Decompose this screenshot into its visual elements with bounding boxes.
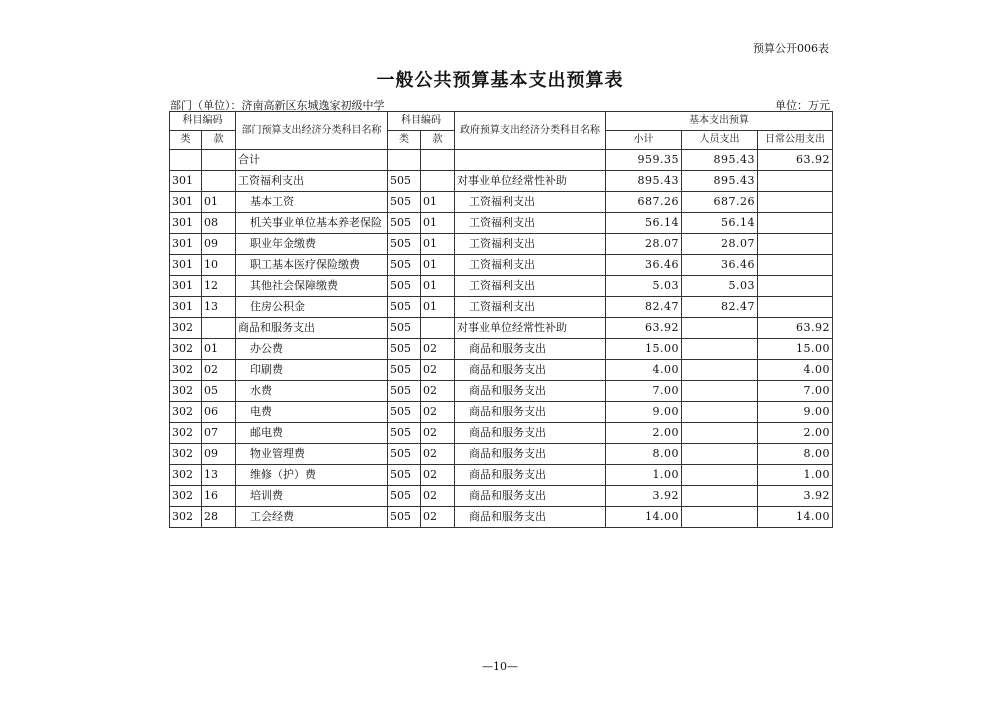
lei-header: 类 xyxy=(170,131,202,150)
cell-dept-name: 职工基本医疗保险缴费 xyxy=(236,255,388,276)
table-row xyxy=(170,234,833,255)
cell-dept-name: 邮电费 xyxy=(236,423,388,444)
table-row xyxy=(170,213,833,234)
cell-class: 302 xyxy=(170,402,202,423)
cell-dept-name: 住房公积金 xyxy=(236,297,388,318)
table-row xyxy=(170,318,833,339)
cell-dept-name: 物业管理费 xyxy=(236,444,388,465)
cell-dept-name: 维修（护）费 xyxy=(236,465,388,486)
table-row xyxy=(170,486,833,507)
cell-dept-name: 合计 xyxy=(236,150,388,171)
cell-gov-name: 工资福利支出 xyxy=(455,297,606,318)
cell-gov-section: 02 xyxy=(421,486,455,507)
cell-section: 01 xyxy=(202,339,236,360)
cell-gov-class: 505 xyxy=(388,213,421,234)
page-title: 一般公共预算基本支出预算表 xyxy=(376,70,624,91)
cell-personnel xyxy=(682,423,758,444)
cell-personnel: 895.43 xyxy=(682,150,758,171)
cell-public: 9.00 xyxy=(758,402,833,423)
cell-gov-name: 商品和服务支出 xyxy=(455,465,606,486)
table-row xyxy=(170,297,833,318)
cell-gov-class: 505 xyxy=(388,255,421,276)
cell-gov-class: 505 xyxy=(388,486,421,507)
cell-gov-name xyxy=(455,150,606,171)
gov-lei-header: 类 xyxy=(388,131,421,150)
cell-dept-name: 工资福利支出 xyxy=(236,171,388,192)
cell-dept-name: 商品和服务支出 xyxy=(236,318,388,339)
cell-subtotal: 4.00 xyxy=(606,360,682,381)
cell-public: 14.00 xyxy=(758,507,833,528)
cell-personnel xyxy=(682,402,758,423)
cell-public: 63.92 xyxy=(758,150,833,171)
gov-kuan-header: 款 xyxy=(421,131,455,150)
table-row xyxy=(170,444,833,465)
cell-gov-section: 02 xyxy=(421,507,455,528)
cell-public: 1.00 xyxy=(758,465,833,486)
subject-code-header: 科目编码 xyxy=(170,112,236,131)
cell-subtotal: 7.00 xyxy=(606,381,682,402)
cell-public xyxy=(758,213,833,234)
cell-class: 301 xyxy=(170,297,202,318)
cell-public: 2.00 xyxy=(758,423,833,444)
cell-public: 4.00 xyxy=(758,360,833,381)
cell-gov-name: 工资福利支出 xyxy=(455,213,606,234)
cell-class: 302 xyxy=(170,465,202,486)
cell-class: 302 xyxy=(170,360,202,381)
cell-gov-name: 对事业单位经常性补助 xyxy=(455,318,606,339)
cell-gov-class: 505 xyxy=(388,465,421,486)
table-row xyxy=(170,360,833,381)
cell-class: 301 xyxy=(170,171,202,192)
cell-section: 05 xyxy=(202,381,236,402)
cell-public: 7.00 xyxy=(758,381,833,402)
cell-subtotal: 5.03 xyxy=(606,276,682,297)
table-row xyxy=(170,402,833,423)
cell-public xyxy=(758,234,833,255)
cell-gov-class: 505 xyxy=(388,423,421,444)
cell-gov-class: 505 xyxy=(388,339,421,360)
cell-gov-name: 商品和服务支出 xyxy=(455,444,606,465)
cell-gov-class: 505 xyxy=(388,444,421,465)
cell-gov-name: 工资福利支出 xyxy=(455,276,606,297)
cell-subtotal: 28.07 xyxy=(606,234,682,255)
cell-section: 08 xyxy=(202,213,236,234)
cell-section: 09 xyxy=(202,234,236,255)
cell-section: 12 xyxy=(202,276,236,297)
cell-class: 302 xyxy=(170,444,202,465)
cell-gov-name: 商品和服务支出 xyxy=(455,423,606,444)
cell-gov-section: 02 xyxy=(421,444,455,465)
budget-table xyxy=(169,111,833,528)
cell-gov-section: 02 xyxy=(421,339,455,360)
cell-gov-class: 505 xyxy=(388,234,421,255)
table-row xyxy=(170,423,833,444)
cell-personnel xyxy=(682,339,758,360)
cell-gov-name: 商品和服务支出 xyxy=(455,402,606,423)
cell-gov-name: 商品和服务支出 xyxy=(455,339,606,360)
cell-gov-section xyxy=(421,318,455,339)
cell-dept-name: 基本工资 xyxy=(236,192,388,213)
cell-gov-name: 对事业单位经常性补助 xyxy=(455,171,606,192)
cell-gov-section xyxy=(421,171,455,192)
cell-personnel: 82.47 xyxy=(682,297,758,318)
cell-section xyxy=(202,171,236,192)
cell-class: 302 xyxy=(170,381,202,402)
cell-gov-section: 02 xyxy=(421,402,455,423)
cell-subtotal: 36.46 xyxy=(606,255,682,276)
cell-dept-name: 电费 xyxy=(236,402,388,423)
cell-personnel: 5.03 xyxy=(682,276,758,297)
cell-gov-name: 工资福利支出 xyxy=(455,192,606,213)
cell-class xyxy=(170,150,202,171)
cell-gov-name: 商品和服务支出 xyxy=(455,360,606,381)
cell-section xyxy=(202,318,236,339)
cell-gov-class: 505 xyxy=(388,192,421,213)
cell-subtotal: 687.26 xyxy=(606,192,682,213)
cell-personnel xyxy=(682,360,758,381)
cell-subtotal: 3.92 xyxy=(606,486,682,507)
unit-label: 单位：万元 xyxy=(775,99,830,112)
cell-section: 28 xyxy=(202,507,236,528)
cell-section: 02 xyxy=(202,360,236,381)
cell-subtotal: 14.00 xyxy=(606,507,682,528)
cell-gov-section: 02 xyxy=(421,381,455,402)
gov-name-header: 政府预算支出经济分类科目名称 xyxy=(455,112,606,150)
cell-dept-name: 培训费 xyxy=(236,486,388,507)
cell-section: 10 xyxy=(202,255,236,276)
cell-class: 301 xyxy=(170,255,202,276)
cell-gov-class: 505 xyxy=(388,402,421,423)
kuan-header: 款 xyxy=(202,131,236,150)
cell-gov-section: 01 xyxy=(421,192,455,213)
cell-subtotal: 15.00 xyxy=(606,339,682,360)
cell-class: 302 xyxy=(170,486,202,507)
cell-gov-class: 505 xyxy=(388,171,421,192)
cell-personnel xyxy=(682,507,758,528)
cell-gov-class: 505 xyxy=(388,360,421,381)
cell-personnel xyxy=(682,318,758,339)
cell-subtotal: 8.00 xyxy=(606,444,682,465)
cell-dept-name: 机关事业单位基本养老保险 xyxy=(236,213,388,234)
cell-gov-section: 02 xyxy=(421,360,455,381)
public-header: 日常公用支出 xyxy=(758,131,833,150)
cell-gov-section: 02 xyxy=(421,465,455,486)
cell-personnel: 687.26 xyxy=(682,192,758,213)
cell-section: 16 xyxy=(202,486,236,507)
cell-class: 301 xyxy=(170,234,202,255)
cell-public xyxy=(758,297,833,318)
cell-gov-name: 工资福利支出 xyxy=(455,234,606,255)
cell-personnel: 895.43 xyxy=(682,171,758,192)
cell-gov-class xyxy=(388,150,421,171)
cell-personnel: 56.14 xyxy=(682,213,758,234)
cell-section: 09 xyxy=(202,444,236,465)
cell-gov-section xyxy=(421,150,455,171)
cell-gov-class: 505 xyxy=(388,276,421,297)
cell-dept-name: 其他社会保障缴费 xyxy=(236,276,388,297)
cell-subtotal: 56.14 xyxy=(606,213,682,234)
cell-subtotal: 895.43 xyxy=(606,171,682,192)
cell-personnel xyxy=(682,444,758,465)
cell-class: 302 xyxy=(170,339,202,360)
cell-personnel: 36.46 xyxy=(682,255,758,276)
cell-personnel: 28.07 xyxy=(682,234,758,255)
cell-class: 302 xyxy=(170,423,202,444)
cell-gov-section: 01 xyxy=(421,276,455,297)
cell-personnel xyxy=(682,381,758,402)
cell-section: 13 xyxy=(202,465,236,486)
cell-class: 301 xyxy=(170,213,202,234)
cell-public: 8.00 xyxy=(758,444,833,465)
department-label: 部门（单位）：济南高新区东城逸家初级中学 xyxy=(170,99,385,112)
cell-public xyxy=(758,192,833,213)
cell-public xyxy=(758,255,833,276)
cell-dept-name: 印刷费 xyxy=(236,360,388,381)
cell-gov-section: 01 xyxy=(421,234,455,255)
table-row xyxy=(170,150,833,171)
cell-gov-name: 商品和服务支出 xyxy=(455,507,606,528)
cell-gov-section: 01 xyxy=(421,213,455,234)
cell-subtotal: 9.00 xyxy=(606,402,682,423)
cell-dept-name: 职业年金缴费 xyxy=(236,234,388,255)
cell-public xyxy=(758,276,833,297)
cell-section xyxy=(202,150,236,171)
table-row xyxy=(170,192,833,213)
cell-subtotal: 959.35 xyxy=(606,150,682,171)
table-row xyxy=(170,507,833,528)
cell-dept-name: 办公费 xyxy=(236,339,388,360)
cell-class: 302 xyxy=(170,507,202,528)
cell-gov-class: 505 xyxy=(388,297,421,318)
cell-gov-section: 01 xyxy=(421,297,455,318)
cell-personnel xyxy=(682,465,758,486)
cell-class: 301 xyxy=(170,276,202,297)
cell-subtotal: 63.92 xyxy=(606,318,682,339)
cell-gov-section: 02 xyxy=(421,423,455,444)
table-row xyxy=(170,381,833,402)
table-row xyxy=(170,276,833,297)
cell-subtotal: 1.00 xyxy=(606,465,682,486)
cell-public: 3.92 xyxy=(758,486,833,507)
subtotal-header: 小计 xyxy=(606,131,682,150)
cell-subtotal: 82.47 xyxy=(606,297,682,318)
cell-gov-section: 01 xyxy=(421,255,455,276)
cell-gov-class: 505 xyxy=(388,318,421,339)
cell-gov-name: 商品和服务支出 xyxy=(455,381,606,402)
cell-section: 13 xyxy=(202,297,236,318)
table-row xyxy=(170,255,833,276)
page-number: —10— xyxy=(482,660,518,673)
basic-budget-header: 基本支出预算 xyxy=(606,112,833,131)
cell-dept-name: 水费 xyxy=(236,381,388,402)
cell-class: 301 xyxy=(170,192,202,213)
gov-code-header: 科目编码 xyxy=(388,112,455,131)
cell-section: 01 xyxy=(202,192,236,213)
cell-class: 302 xyxy=(170,318,202,339)
cell-gov-name: 工资福利支出 xyxy=(455,255,606,276)
cell-section: 07 xyxy=(202,423,236,444)
cell-dept-name: 工会经费 xyxy=(236,507,388,528)
dept-name-header: 部门预算支出经济分类科目名称 xyxy=(236,112,388,150)
cell-gov-class: 505 xyxy=(388,507,421,528)
cell-gov-class: 505 xyxy=(388,381,421,402)
table-row xyxy=(170,465,833,486)
table-row xyxy=(170,339,833,360)
cell-personnel xyxy=(682,486,758,507)
cell-section: 06 xyxy=(202,402,236,423)
table-row xyxy=(170,171,833,192)
cell-public xyxy=(758,171,833,192)
cell-public: 63.92 xyxy=(758,318,833,339)
cell-public: 15.00 xyxy=(758,339,833,360)
cell-gov-name: 商品和服务支出 xyxy=(455,486,606,507)
form-number: 预算公开006表 xyxy=(753,42,829,55)
personnel-header: 人员支出 xyxy=(682,131,758,150)
cell-subtotal: 2.00 xyxy=(606,423,682,444)
